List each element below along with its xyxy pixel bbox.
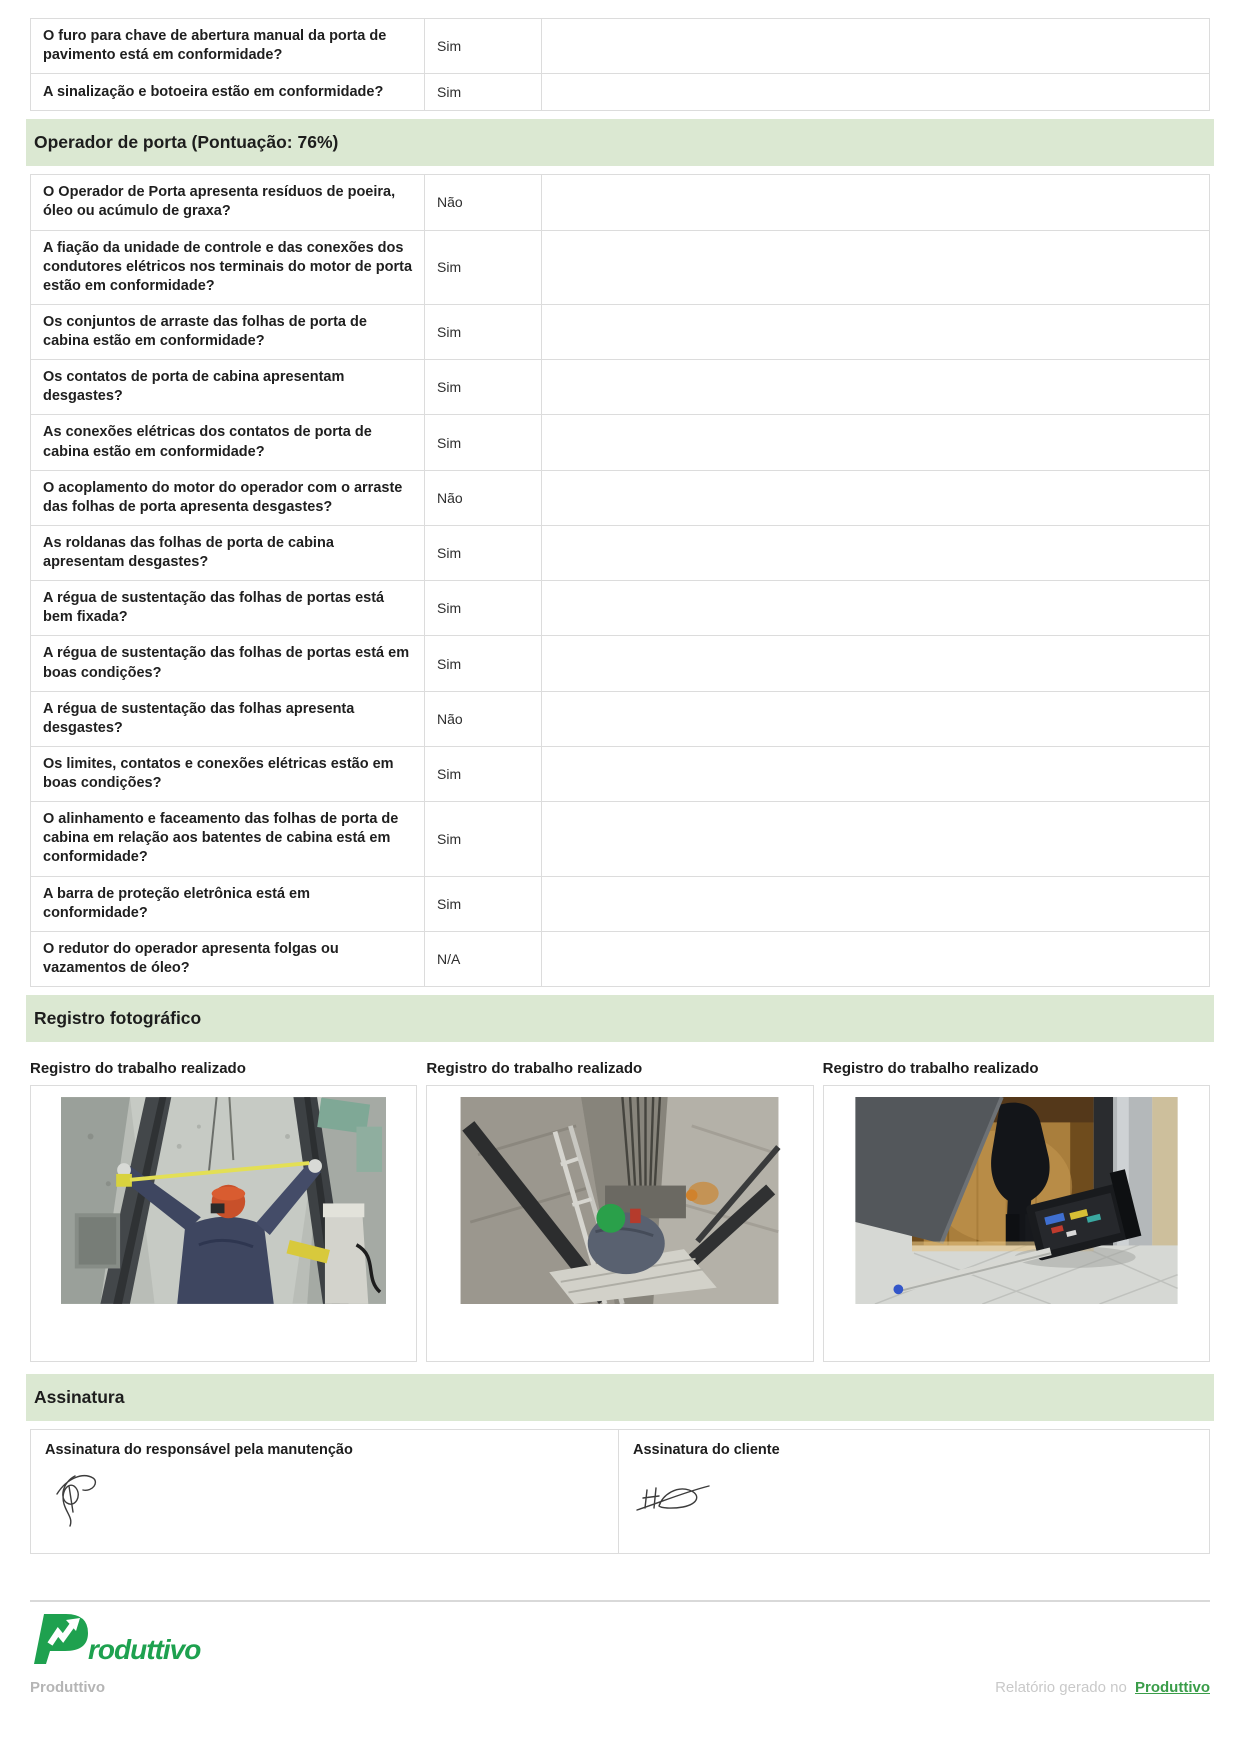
table-row xyxy=(31,471,1209,526)
notes-cell xyxy=(542,581,1209,635)
table-row xyxy=(31,636,1209,691)
answer-cell: Sim xyxy=(425,802,542,875)
photo-block xyxy=(426,1050,813,1362)
table-row xyxy=(31,526,1209,581)
table-row xyxy=(31,305,1209,360)
question-cell: A régua de sustentação das folhas de portas está bem fixada? xyxy=(31,581,425,635)
table-row xyxy=(31,932,1209,987)
maintenance-signature-image xyxy=(45,1468,115,1530)
notes-cell xyxy=(542,692,1209,746)
notes-cell xyxy=(542,305,1209,359)
notes-cell xyxy=(542,175,1209,229)
section-header-assinatura: Assinatura xyxy=(26,1374,1214,1421)
notes-cell xyxy=(542,74,1209,110)
checklist-table-top xyxy=(30,18,1210,111)
section-header-registro-fotografico: Registro fotográfico xyxy=(26,995,1214,1042)
produttivo-logo xyxy=(30,1612,1214,1671)
answer-cell: Sim xyxy=(425,747,542,801)
question-cell: A fiação da unidade de controle e das conexões dos condutores elétricos nos terminais do motor de porta estão em conformidade? xyxy=(31,231,425,304)
notes-cell xyxy=(542,415,1209,469)
table-row xyxy=(31,74,1209,111)
table-row xyxy=(31,802,1209,876)
question-cell: A régua de sustentação das folhas de portas está em boas condições? xyxy=(31,636,425,690)
logo-wordmark: roduttivo xyxy=(88,1634,201,1665)
photo-label: Registro do trabalho realizado xyxy=(426,1060,643,1077)
question-cell: O furo para chave de abertura manual da porta de pavimento está em conformidade? xyxy=(31,19,425,73)
question-cell: A barra de proteção eletrônica está em conformidade? xyxy=(31,877,425,931)
produttivo-logo-icon xyxy=(30,1612,230,1666)
photo-label: Registro do trabalho realizado xyxy=(822,1060,1039,1077)
answer-cell: Sim xyxy=(425,636,542,690)
photo-card xyxy=(823,1085,1210,1362)
signature-block-client xyxy=(619,1430,1209,1553)
answer-cell: Sim xyxy=(425,231,542,304)
question-cell: A sinalização e botoeira estão em conformidade? xyxy=(31,74,425,110)
answer-cell: Não xyxy=(425,175,542,229)
question-cell: As roldanas das folhas de porta de cabina apresentam desgastes? xyxy=(31,526,425,580)
answer-cell: Não xyxy=(425,471,542,525)
answer-cell: N/A xyxy=(425,932,542,986)
answer-cell: Sim xyxy=(425,305,542,359)
produttivo-link[interactable]: Produttivo xyxy=(1135,1679,1210,1696)
notes-cell xyxy=(542,360,1209,414)
photo-elevator-door-toolbox-image xyxy=(854,1097,1179,1304)
generated-prefix: Relatório gerado no xyxy=(995,1679,1127,1696)
answer-cell: Sim xyxy=(425,74,542,110)
footer-company-name: Produttivo xyxy=(30,1679,105,1696)
table-row xyxy=(31,19,1209,74)
question-cell: Os limites, contatos e conexões elétricas estão em boas condições? xyxy=(31,747,425,801)
signature-block-maintenance xyxy=(31,1430,619,1553)
table-row xyxy=(31,877,1209,932)
notes-cell xyxy=(542,877,1209,931)
question-cell: O acoplamento do motor do operador com o arraste das folhas de porta apresenta desgastes? xyxy=(31,471,425,525)
table-row xyxy=(31,581,1209,636)
notes-cell xyxy=(542,526,1209,580)
signature-label: Assinatura do cliente xyxy=(633,1442,780,1458)
footer-divider xyxy=(30,1600,1210,1602)
answer-cell: Sim xyxy=(425,877,542,931)
question-cell: As conexões elétricas dos contatos de porta de cabina estão em conformidade? xyxy=(31,415,425,469)
notes-cell xyxy=(542,19,1209,73)
table-row xyxy=(31,415,1209,470)
table-row xyxy=(31,231,1209,305)
answer-cell: Sim xyxy=(425,415,542,469)
signature-label: Assinatura do responsável pela manutenção xyxy=(45,1442,353,1458)
notes-cell xyxy=(542,636,1209,690)
footer-bar xyxy=(30,1679,1210,1696)
client-signature-image xyxy=(633,1480,713,1514)
answer-cell: Sim xyxy=(425,526,542,580)
answer-cell: Sim xyxy=(425,19,542,73)
signature-table xyxy=(30,1429,1210,1554)
question-cell: Os contatos de porta de cabina apresentam desgastes? xyxy=(31,360,425,414)
question-cell: O alinhamento e faceamento das folhas de porta de cabina em relação aos batentes de cabina está em conformidade? xyxy=(31,802,425,875)
footer-generated-text xyxy=(995,1679,1210,1696)
notes-cell xyxy=(542,932,1209,986)
notes-cell xyxy=(542,747,1209,801)
answer-cell: Não xyxy=(425,692,542,746)
table-row xyxy=(31,175,1209,230)
photo-card xyxy=(426,1085,813,1362)
question-cell: A régua de sustentação das folhas apresenta desgastes? xyxy=(31,692,425,746)
photo-label: Registro do trabalho realizado xyxy=(30,1060,246,1077)
answer-cell: Sim xyxy=(425,360,542,414)
notes-cell xyxy=(542,802,1209,875)
question-cell: O redutor do operador apresenta folgas ou vazamentos de óleo? xyxy=(31,932,425,986)
photo-card xyxy=(30,1085,417,1362)
photo-block xyxy=(30,1050,417,1362)
notes-cell xyxy=(542,231,1209,304)
question-cell: Os conjuntos de arraste das folhas de porta de cabina estão em conformidade? xyxy=(31,305,425,359)
table-row xyxy=(31,747,1209,802)
photo-elevator-shaft-top-view-image xyxy=(457,1097,782,1304)
photo-elevator-shaft-measuring-image xyxy=(61,1097,386,1304)
table-row xyxy=(31,692,1209,747)
notes-cell xyxy=(542,471,1209,525)
question-cell: O Operador de Porta apresenta resíduos de poeira, óleo ou acúmulo de graxa? xyxy=(31,175,425,229)
answer-cell: Sim xyxy=(425,581,542,635)
section-header-operador-de-porta: Operador de porta (Pontuação: 76%) xyxy=(26,119,1214,166)
photo-block xyxy=(823,1050,1210,1362)
photos-row xyxy=(30,1050,1210,1362)
table-row xyxy=(31,360,1209,415)
checklist-table-operador xyxy=(30,174,1210,987)
